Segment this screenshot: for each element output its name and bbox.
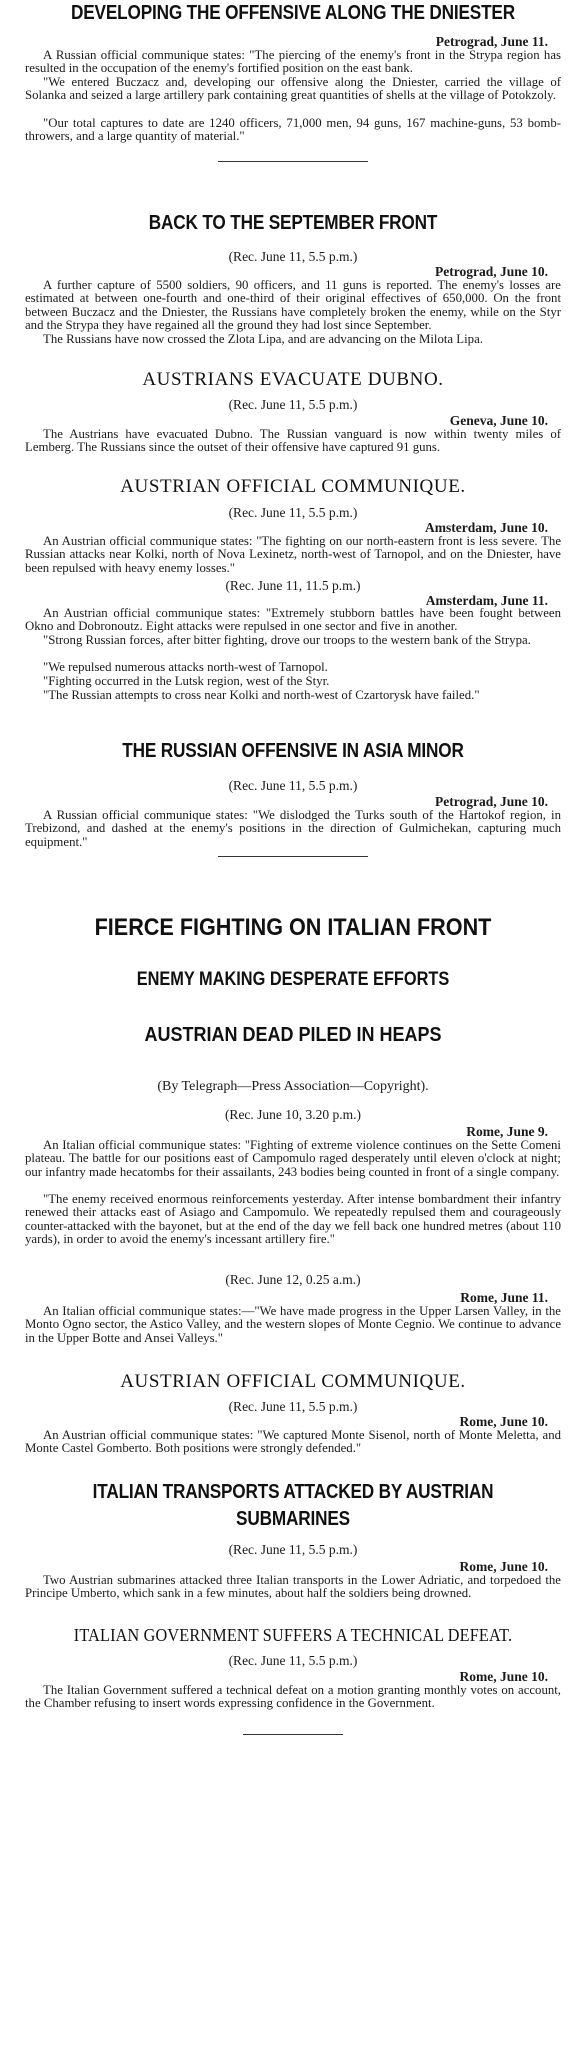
dateline: Rome, June 11. <box>460 1290 548 1305</box>
headline-dubno: AUSTRIANS EVACUATE DUBNO. <box>142 369 444 390</box>
article-paragraph: An Italian official communique states: "Fighting of extreme violence continues on the Sette Comeni plateau. The battle for our positions east of Campomulo raged desperately until eleven o'clock at night; our infantry made hecatombs for their assailants, 243 bodies being counted in front of a single company. <box>25 1138 561 1179</box>
article-paragraph: "Fighting occurred in the Lutsk region, west of the Styr. <box>43 674 330 688</box>
article-paragraph: An Austrian official communique states: "The fighting on our north-eastern front is less severe. The Russian attacks near Kolki, north of Nova Lexinetz, north-west of Tarnopol, and on the Dniester, have been repulsed with heavy enemy losses." <box>25 534 561 575</box>
subheadline-dead-piled: AUSTRIAN DEAD PILED IN HEAPS <box>144 1024 442 1046</box>
article-paragraph: The Russians have now crossed the Zlota Lipa, and are advancing on the Milota Lipa. <box>43 332 483 346</box>
article-paragraph: An Austrian official communique states: "Extremely stubborn battles have been fought between Okno and Dobronoutz. Eight attacks were repulsed in one sector and five in another. <box>25 606 561 634</box>
article-paragraph: The Italian Government suffered a technical defeat on a motion granting monthly votes on account, the Chamber refusing to insert words expressing confidence in the Government. <box>25 1683 561 1711</box>
article-paragraph: "We repulsed numerous attacks north-west of Tarnopol. <box>43 660 328 674</box>
received-time: (Rec. June 11, 5.5 p.m.) <box>228 1399 358 1414</box>
dateline: Petrograd, June 11. <box>435 34 548 49</box>
received-time: (Rec. June 12, 0.25 a.m.) <box>225 1272 361 1287</box>
dateline: Rome, June 10. <box>459 1559 548 1574</box>
article-paragraph: An Italian official communique states:—"We have made progress in the Upper Larsen Valley, in the Monto Ogno sector, the Astico Valley, and the western slopes of Monte Cegnio. We continue to advance in the Upper Botte and Ansei Valleys." <box>25 1304 561 1345</box>
article-paragraph: Two Austrian submarines attacked three Italian transports in the Lower Adriatic, and torpedoed the Principe Umberto, which sank in a few minutes, about half the soldiers being drowned. <box>25 1573 561 1601</box>
received-time: (Rec. June 10, 3.20 p.m.) <box>224 1107 362 1122</box>
headline-italian-transports-line2: SUBMARINES <box>236 1508 350 1530</box>
headline-austrian-communique: AUSTRIAN OFFICIAL COMMUNIQUE. <box>120 1371 466 1392</box>
dateline: Amsterdam, June 11. <box>425 593 548 608</box>
section-divider <box>243 1734 343 1735</box>
article-paragraph: "The Russian attempts to cross near Kolki and north-west of Czartorysk have failed." <box>43 688 480 702</box>
received-time: (Rec. June 11, 5.5 p.m.) <box>228 1653 358 1668</box>
article-paragraph: "The enemy received enormous reinforcements yesterday. After intense bombardment their infantry renewed their attacks east of Asiago and Campomulo. We repeatedly repulsed them and courageously counter-attacked with the bayonet, but at the end of the day we fell back one hundred metres (about 110 yards), in order to avoid the enemy's incessant artillery fire." <box>25 1192 561 1247</box>
article-paragraph: "Our total captures to date are 1240 officers, 71,000 men, 94 guns, 167 machine-guns, 53 bomb-throwers, and a large quantity of material." <box>25 116 561 144</box>
received-time: (Rec. June 11, 5.5 p.m.) <box>228 249 358 264</box>
dateline: Geneva, June 10. <box>449 413 548 428</box>
dateline: Petrograd, June 10. <box>435 794 548 809</box>
headline-technical-defeat: ITALIAN GOVERNMENT SUFFERS A TECHNICAL DEFEAT. <box>73 1625 513 1645</box>
article-paragraph: The Austrians have evacuated Dubno. The Russian vanguard is now within twenty miles of Lemberg. The Russians since the outset of their offensive have captured 91 guns. <box>25 427 561 455</box>
received-time: (Rec. June 11, 11.5 p.m.) <box>225 578 361 593</box>
subheadline-desperate-efforts: ENEMY MAKING DESPERATE EFFORTS <box>136 969 450 990</box>
section-divider <box>218 856 368 857</box>
received-time: (Rec. June 11, 5.5 p.m.) <box>228 1542 358 1557</box>
headline-september-front: BACK TO THE SEPTEMBER FRONT <box>148 212 438 234</box>
received-time: (Rec. June 11, 5.5 p.m.) <box>228 397 358 412</box>
dateline: Rome, June 10. <box>459 1669 548 1684</box>
byline: (By Telegraph—Press Association—Copyright). <box>157 1079 429 1094</box>
received-time: (Rec. June 11, 5.5 p.m.) <box>228 505 358 520</box>
headline-italian-front: FIERCE FIGHTING ON ITALIAN FRONT <box>94 914 492 941</box>
headline-italian-transports: ITALIAN TRANSPORTS ATTACKED BY AUSTRIAN <box>92 1481 494 1503</box>
headline-dniester: DEVELOPING THE OFFENSIVE ALONG THE DNIESTER <box>70 2 515 24</box>
dateline: Rome, June 10. <box>459 1414 548 1429</box>
dateline: Rome, June 9. <box>466 1124 548 1139</box>
dateline: Amsterdam, June 10. <box>425 520 548 535</box>
article-paragraph: A further capture of 5500 soldiers, 90 officers, and 11 guns is reported. The enemy's losses are estimated at between one-fourth and one-third of their original effectives of 650,000. On the front between Buczacz and the Dniester, the Russians have completely broken the enemy, while on the Styr and the Strypa they have regained all the ground they had lost since September. <box>25 278 561 333</box>
headline-asia-minor: THE RUSSIAN OFFENSIVE IN ASIA MINOR <box>122 740 464 762</box>
received-time: (Rec. June 11, 5.5 p.m.) <box>228 778 358 793</box>
article-paragraph: An Austrian official communique states: "We captured Monte Sisenol, north of Monte Meletta, and Monte Castel Gomberto. Both positions were strongly defended." <box>25 1428 561 1456</box>
article-paragraph: A Russian official communique states: "We dislodged the Turks south of the Hartokof region, in Trebizond, and dashed at the enemy's positions in the direction of Gulmichekan, capturing much equipment." <box>25 808 561 849</box>
article-paragraph: "Strong Russian forces, after bitter fighting, drove our troops to the western bank of the Strypa. <box>43 633 531 647</box>
article-paragraph: "We entered Buczacz and, developing our offensive along the Dniester, carried the village of Solanka and seized a large artillery park containing great quantities of shells at the village of Potokzoly. <box>25 75 561 103</box>
article-paragraph: A Russian official communique states: "The piercing of the enemy's front in the Strypa region has resulted in the occupation of the enemy's fortified position on the east bank. <box>25 48 561 76</box>
dateline: Petrograd, June 10. <box>435 264 548 279</box>
section-divider <box>218 161 368 162</box>
headline-austrian-communique: AUSTRIAN OFFICIAL COMMUNIQUE. <box>120 476 466 497</box>
